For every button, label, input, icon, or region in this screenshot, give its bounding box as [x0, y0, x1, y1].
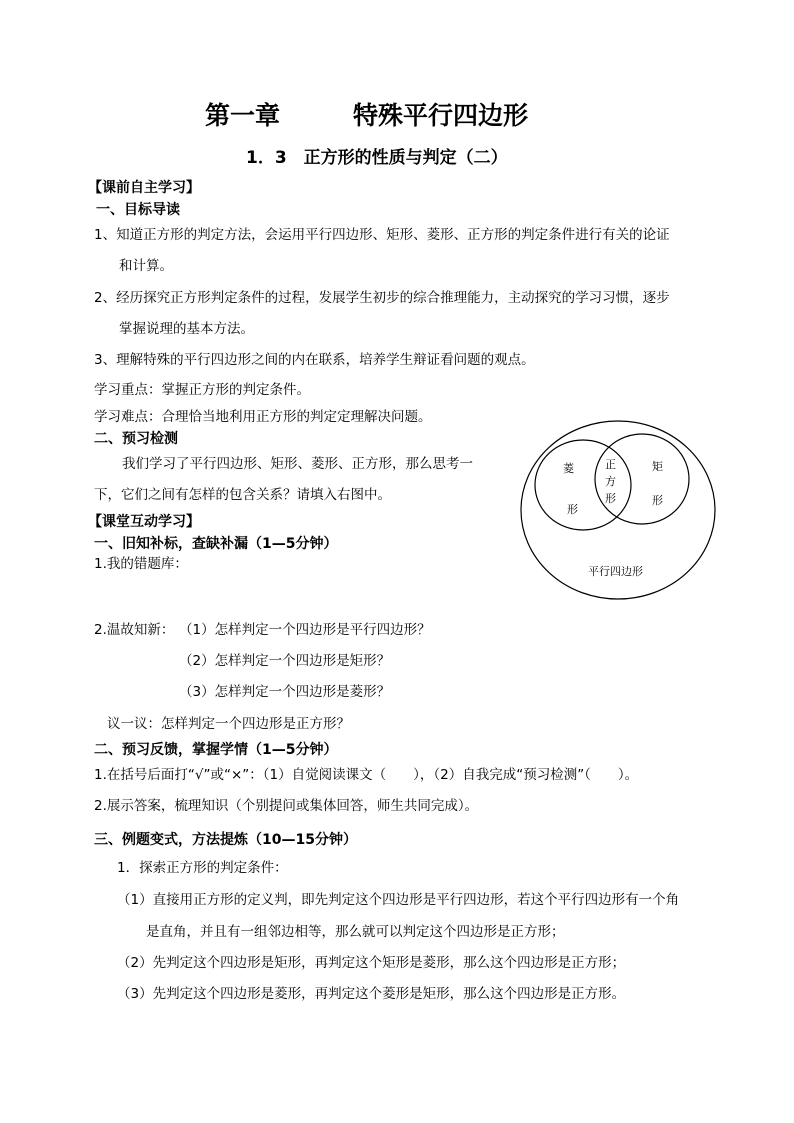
method-3: （3）先判定这个四边形是菱形，再判定这个菱形是矩形，那么这个四边形是正方形。 — [117, 986, 626, 1002]
chapter-name: 特殊平行四边形 — [353, 101, 529, 130]
chapter-label: 第一章 — [205, 101, 281, 130]
s3-item-1: 1．探索正方形的判定条件： — [117, 860, 288, 876]
venn-rectangle-bottom: 形 — [652, 494, 663, 507]
venn-diagram — [518, 418, 718, 602]
discuss: 议一议：怎样判定一个四边形是正方形？ — [107, 716, 350, 732]
s1-header: 一、旧知补标，查缺补漏（1—5分钟） — [94, 536, 338, 552]
s2-item-2: 2.展示答案，梳理知识（个别提问或集体回答，师生共同完成）。 — [94, 798, 479, 814]
goal-2-line-2: 掌握说理的基本方法。 — [119, 321, 254, 337]
venn-square-2: 方 — [605, 475, 616, 488]
goal-1-line-1: 1、知道正方形的判定方法，会运用平行四边形、矩形、菱形、正方形的判定条件进行有关的论证 — [94, 227, 670, 243]
venn-rhombus-bottom: 形 — [567, 503, 578, 516]
question-3: （3）怎样判定一个四边形是菱形？ — [179, 684, 391, 700]
method-1-line-2: 是直角，并且有一组邻边相等，那么就可以判定这个四边形是正方形； — [146, 924, 565, 940]
difficulty: 学习难点：合理恰当地利用正方形的判定定理解决问题。 — [94, 409, 432, 425]
venn-square-1: 正 — [605, 458, 616, 471]
section-header-in-class: 【课堂互动学习】 — [88, 514, 200, 530]
venn-rectangle-top: 矩 — [652, 460, 663, 473]
key-point: 学习重点：掌握正方形的判定条件。 — [94, 382, 310, 398]
method-1-line-1: （1）直接用正方形的定义判，即先判定这个四边形是平行四边形，若这个平行四边形有一个角 — [117, 892, 680, 908]
s2-header: 二、预习反馈，掌握学情（1—5分钟） — [94, 742, 338, 758]
s2-item-1: 1.在括号后面打“√”或“×”：（1）自觉阅读课文（ ），（2）自我完成“预习检测”（ ）。 — [94, 767, 639, 783]
goal-1-line-2: 和计算。 — [119, 258, 173, 274]
venn-rhombus-top: 菱 — [563, 462, 574, 475]
question-2: （2）怎样判定一个四边形是矩形？ — [179, 653, 391, 669]
method-2: （2）先判定这个四边形是矩形，再判定这个矩形是菱形，那么这个四边形是正方形； — [117, 955, 626, 971]
section-header-pre-class: 【课前自主学习】 — [88, 180, 200, 196]
preview-header: 二、预习检测 — [94, 431, 178, 447]
goal-3: 3、理解特殊的平行四边形之间的内在联系，培养学生辩证看问题的观点。 — [94, 352, 535, 368]
s3-header: 三、例题变式，方法提炼（10—15分钟） — [94, 832, 357, 848]
question-1: （1）怎样判定一个四边形是平行四边形？ — [179, 622, 431, 638]
venn-square-3: 形 — [605, 492, 616, 505]
preview-line-2: 下，它们之间有怎样的包含关系？请填入右图中。 — [94, 487, 391, 503]
preview-line-1: 我们学习了平行四边形、矩形、菱形、正方形，那么思考一 — [122, 456, 473, 472]
goal-2-line-1: 2、经历探究正方形判定条件的过程，发展学生初步的综合推理能力，主动探究的学习习惯，逐步 — [94, 290, 670, 306]
venn-parallelogram-label: 平行四边形 — [588, 565, 643, 578]
lesson-title: 1．3 正方形的性质与判定（二） — [246, 148, 508, 168]
s1-item-2-prefix: 2.温故知新： — [94, 622, 175, 638]
goals-header: 一、目标导读 — [96, 202, 180, 218]
s1-item-1: 1.我的错题库： — [94, 556, 188, 572]
